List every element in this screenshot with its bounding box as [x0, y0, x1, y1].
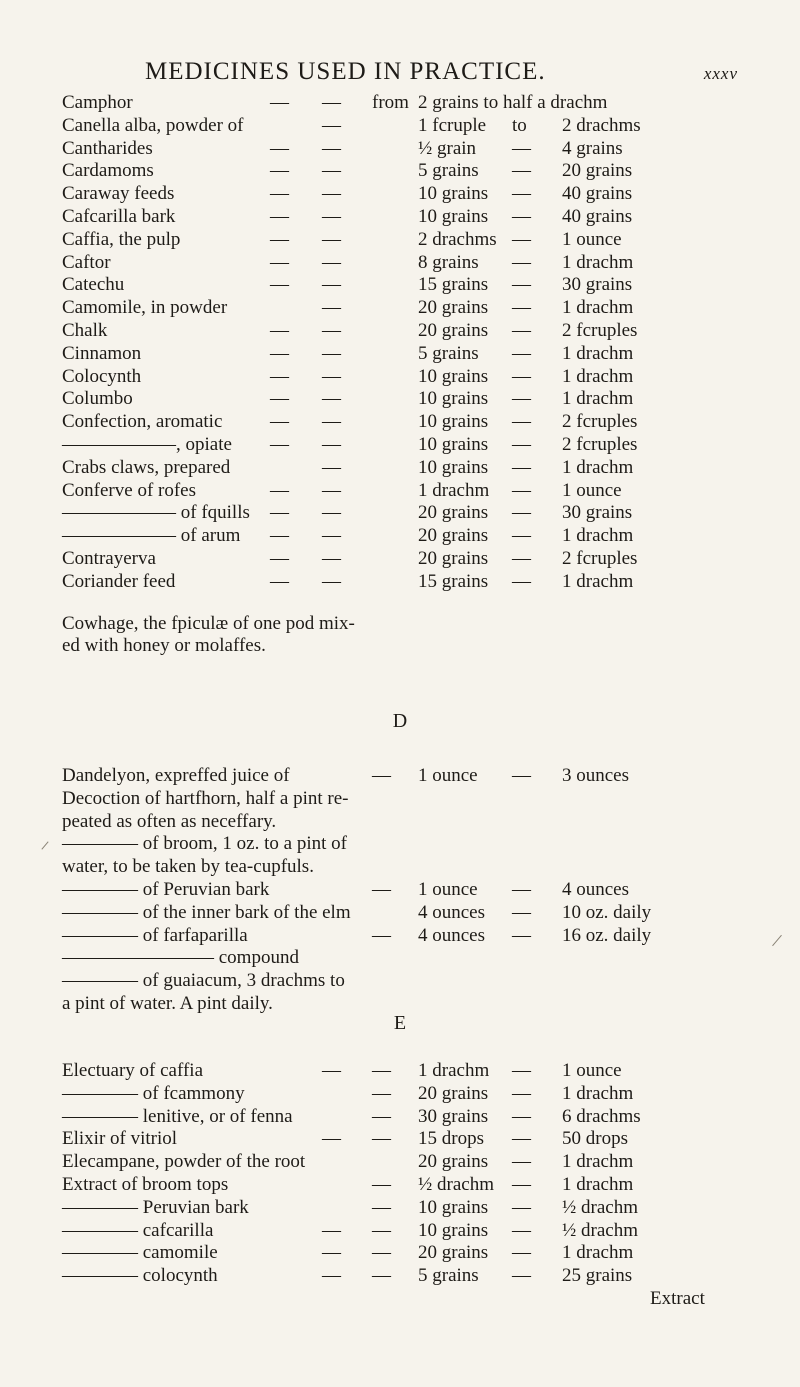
leader-dash: —: [270, 92, 289, 113]
drug-name: Coriander feed: [62, 570, 176, 592]
dose-min: 10 grains: [418, 388, 489, 410]
table-row: [0, 366, 800, 388]
leader-dash: —: [322, 92, 341, 113]
dose-separator: —: [512, 1174, 531, 1195]
leader-dash: —: [270, 525, 289, 547]
drug-name: ———— lenitive, or of fenna: [62, 1105, 293, 1127]
dose-min: 1 drachm: [418, 479, 490, 501]
table-row: [0, 320, 800, 342]
leader-dash: —: [270, 502, 289, 524]
dose-min: 10 grains: [418, 456, 489, 478]
dose-separator: —: [512, 320, 531, 341]
dose-separator: —: [512, 183, 531, 205]
cowhage-line-2: ed with honey or molaffes.: [62, 635, 266, 656]
table-row: [0, 206, 800, 228]
entry-text: ———————— compound: [62, 947, 299, 969]
table-row: [0, 115, 800, 137]
drug-name: Elecampane, powder of the root: [62, 1151, 306, 1173]
entry-text: ———— of broom, 1 oz. to a pint of: [62, 833, 347, 855]
dose-separator: —: [512, 1219, 531, 1241]
drug-name: Cinnamon: [62, 342, 142, 364]
drug-name: Caffia, the pulp: [62, 228, 181, 250]
leader-dash: —: [322, 1060, 341, 1081]
dose-min: 20 grains: [418, 320, 489, 341]
drug-name: ———— of fcammony: [62, 1082, 245, 1104]
drug-name: —————— of fquills: [62, 502, 250, 524]
dose-max: 30 grains: [562, 502, 633, 524]
table-row: [0, 856, 800, 878]
dose-max: 25 grains: [562, 1265, 633, 1287]
dose-min: 1 ounce: [418, 879, 478, 900]
drug-name: Camphor: [62, 92, 133, 113]
dose-max: 3 ounces: [562, 765, 630, 786]
table-row: [0, 252, 800, 274]
leader-dash: —: [270, 137, 289, 159]
leader-dash: —: [372, 1265, 391, 1287]
dose-max: 2 fcruples: [562, 434, 638, 455]
dose-min: 4 ounces: [418, 901, 486, 923]
leader-dash: —: [322, 1128, 341, 1150]
dose-max: 4 ounces: [562, 879, 630, 900]
drug-name: Confection, aromatic: [62, 411, 223, 433]
entry-text: Decoction of hartfhorn, half a pint re-: [62, 787, 349, 809]
dose-separator: —: [512, 137, 531, 159]
dose-max: 1 drachm: [562, 456, 634, 478]
page-number: xxxv: [703, 64, 738, 83]
dose-max: 50 drops: [562, 1128, 628, 1150]
dose-min: 2 grains to half a drachm: [418, 92, 608, 113]
page-title: MEDICINES USED IN PRACTICE.: [145, 58, 546, 85]
entry-text: water, to be taken by tea-cupfuls.: [62, 856, 314, 878]
dose-max: 1 drachm: [562, 251, 634, 273]
drug-name: Contrayerva: [62, 548, 156, 569]
table-row: [0, 548, 800, 570]
dose-separator: to: [512, 114, 527, 136]
section-e-heading: E: [393, 1012, 407, 1034]
dose-min: 10 grains: [418, 365, 489, 387]
dose-separator: —: [512, 251, 531, 273]
dose-separator: —: [512, 1265, 531, 1287]
leader-dash: —: [270, 388, 289, 410]
table-row: [0, 343, 800, 365]
dose-separator: —: [512, 228, 531, 250]
dose-separator: —: [512, 1082, 531, 1104]
dose-separator: —: [512, 342, 531, 364]
drug-name: Chalk: [62, 320, 108, 341]
dose-min: 5 grains: [418, 342, 479, 364]
drug-name: Canella alba, powder of: [62, 114, 244, 136]
table-row: [0, 411, 800, 433]
drug-name: Extract of broom tops: [62, 1174, 229, 1195]
dose-max: 1 drachm: [562, 525, 634, 547]
leader-dash: —: [322, 160, 341, 182]
leader-dash: —: [322, 342, 341, 364]
dose-min: 4 ounces: [418, 924, 486, 946]
leader-dash: —: [322, 251, 341, 273]
dose-max: 16 oz. daily: [562, 924, 652, 946]
dose-max: 10 oz. daily: [562, 901, 652, 923]
dose-min: 15 grains: [418, 570, 489, 592]
leader-dash: —: [322, 525, 341, 547]
dose-max: 6 drachms: [562, 1105, 641, 1127]
dose-min: 1 ounce: [418, 765, 478, 786]
leader-dash: —: [372, 879, 391, 900]
entry-text: ———— of guaiacum, 3 drachms to: [62, 970, 345, 992]
leader-dash: —: [270, 479, 289, 501]
leader-dash: —: [270, 183, 289, 205]
dose-max: 1 drachm: [562, 365, 634, 387]
table-row: [0, 925, 800, 947]
leader-dash: —: [372, 1128, 391, 1150]
table-row: [0, 388, 800, 410]
dose-max: 1 drachm: [562, 388, 634, 410]
drug-name: Cantharides: [62, 137, 153, 159]
dose-min: 15 drops: [418, 1128, 484, 1150]
dose-max: 20 grains: [562, 160, 633, 182]
table-row: [0, 297, 800, 319]
dose-min: 1 fcruple: [418, 114, 487, 136]
dose-min: 5 grains: [418, 160, 479, 182]
dose-max: 1 ounce: [562, 1060, 622, 1081]
dose-separator: —: [512, 1128, 531, 1150]
dose-max: ½ drachm: [562, 1196, 638, 1218]
leader-dash: —: [322, 206, 341, 227]
drug-name: Caftor: [62, 251, 111, 273]
dose-separator: —: [512, 901, 531, 923]
drug-name: Crabs claws, prepared: [62, 456, 231, 478]
leader-dash: —: [372, 765, 391, 786]
dose-separator: —: [512, 1151, 531, 1173]
leader-dash: —: [270, 320, 289, 341]
running-header: [0, 58, 800, 92]
leader-dash: —: [322, 479, 341, 501]
drug-name: ———— Peruvian bark: [62, 1196, 249, 1218]
dose-min: 20 grains: [418, 1242, 489, 1264]
table-row: [0, 788, 800, 810]
drug-name: Catechu: [62, 274, 125, 296]
leader-dash: —: [322, 548, 341, 569]
leader-dash: —: [270, 570, 289, 592]
table-row: [0, 1151, 800, 1173]
drug-name: ——————, opiate: [62, 434, 232, 455]
dose-min: 20 grains: [418, 525, 489, 547]
table-row: [0, 274, 800, 296]
dose-max: 2 fcruples: [562, 411, 638, 433]
leader-dash: —: [270, 342, 289, 364]
drug-name: Cafcarilla bark: [62, 206, 176, 227]
leader-dash: —: [372, 1174, 391, 1195]
dose-min: 20 grains: [418, 1082, 489, 1104]
dose-separator: —: [512, 502, 531, 524]
dose-max: 1 drachm: [562, 1082, 634, 1104]
dose-separator: —: [512, 411, 531, 433]
dose-separator: —: [512, 160, 531, 182]
leader-dash: —: [322, 1242, 341, 1264]
dose-separator: —: [512, 479, 531, 501]
dose-separator: —: [512, 1105, 531, 1127]
dose-max: ½ drachm: [562, 1219, 638, 1241]
dose-max: 1 ounce: [562, 479, 622, 501]
table-row: [0, 502, 800, 524]
section-d-heading: D: [392, 710, 408, 732]
leader-dash: —: [322, 1265, 341, 1287]
dose-min: 1 drachm: [418, 1060, 490, 1081]
dose-max: 40 grains: [562, 206, 633, 227]
dose-separator: —: [512, 525, 531, 547]
drug-name: —————— of arum: [62, 525, 241, 547]
cowhage-line-1: Cowhage, the fpiculæ of one pod mix-: [62, 613, 355, 634]
dose-max: 1 drachm: [562, 1151, 634, 1173]
leader-dash: —: [322, 183, 341, 205]
leader-dash: —: [322, 365, 341, 387]
dose-max: 4 grains: [562, 137, 623, 159]
table-row: [0, 879, 800, 901]
dose-min: 10 grains: [418, 411, 489, 433]
table-row: [0, 229, 800, 251]
table-row: [0, 1242, 800, 1264]
drug-name: ———— colocynth: [62, 1265, 218, 1287]
dose-min: 10 grains: [418, 183, 489, 205]
leader-dash: —: [372, 1219, 391, 1241]
drug-name: Conferve of rofes: [62, 479, 197, 501]
table-row: [0, 1060, 800, 1082]
entry-text: ———— of the inner bark of the elm: [62, 901, 351, 923]
leader-dash: —: [322, 320, 341, 341]
leader-dash: —: [270, 251, 289, 273]
leader-dash: —: [322, 456, 341, 478]
leader-dash: —: [270, 434, 289, 455]
leader-dash: —: [322, 1219, 341, 1241]
dose-separator: —: [512, 456, 531, 478]
table-row: [0, 92, 800, 114]
table-row: [0, 902, 800, 924]
leader-dash: —: [322, 137, 341, 159]
table-row: [0, 138, 800, 160]
entry-text: Dandelyon, expreffed juice of: [62, 765, 290, 786]
dose-min: 2 drachms: [418, 228, 497, 250]
table-row: [0, 1128, 800, 1150]
from-label: from: [372, 92, 409, 113]
drug-name: Camomile, in powder: [62, 297, 228, 319]
drug-name: Colocynth: [62, 365, 142, 387]
drug-name: Columbo: [62, 388, 133, 410]
table-row: [0, 1174, 800, 1196]
dose-min: 8 grains: [418, 251, 479, 273]
leader-dash: —: [372, 924, 391, 946]
table-row: [0, 1265, 800, 1287]
drug-name: Caraway feeds: [62, 183, 175, 205]
table-row: [0, 457, 800, 479]
dose-separator: —: [512, 1196, 531, 1218]
dose-separator: —: [512, 365, 531, 387]
dose-separator: —: [512, 924, 531, 946]
entry-text: ———— of farfaparilla: [62, 924, 248, 946]
dose-min: 10 grains: [418, 206, 489, 227]
drug-name: ———— camomile: [62, 1242, 218, 1264]
dose-min: 15 grains: [418, 274, 489, 296]
table-row: [0, 833, 800, 855]
leader-dash: —: [270, 274, 289, 296]
drug-name: Elixir of vitriol: [62, 1128, 178, 1150]
entry-text: ———— of Peruvian bark: [62, 879, 270, 900]
leader-dash: —: [270, 548, 289, 569]
leader-dash: —: [270, 411, 289, 433]
dose-separator: —: [512, 388, 531, 410]
leader-dash: —: [322, 274, 341, 296]
dose-max: 1 drachm: [562, 342, 634, 364]
leader-dash: —: [372, 1060, 391, 1081]
dose-min: 20 grains: [418, 1151, 489, 1173]
dose-separator: —: [512, 570, 531, 592]
dose-max: 40 grains: [562, 183, 633, 205]
dose-min: 10 grains: [418, 1219, 489, 1241]
dose-max: 2 fcruples: [562, 548, 638, 569]
dose-min: 20 grains: [418, 548, 489, 569]
catchword: Extract: [650, 1288, 705, 1309]
leader-dash: —: [322, 114, 341, 136]
leader-dash: —: [322, 228, 341, 250]
table-row: [0, 1083, 800, 1105]
dose-max: 30 grains: [562, 274, 633, 296]
leader-dash: —: [322, 434, 341, 455]
dose-min: 10 grains: [418, 434, 489, 455]
drug-name: ———— cafcarilla: [62, 1219, 214, 1241]
table-row: [0, 571, 800, 593]
table-row: [0, 1197, 800, 1219]
table-row: [0, 183, 800, 205]
table-row: [0, 160, 800, 182]
table-row: [0, 765, 800, 787]
leader-dash: —: [372, 1242, 391, 1264]
dose-max: 2 drachms: [562, 114, 641, 136]
dose-max: 1 ounce: [562, 228, 622, 250]
table-row: [0, 525, 800, 547]
leader-dash: —: [372, 1196, 391, 1218]
dose-max: 1 drachm: [562, 1174, 634, 1195]
dose-separator: —: [512, 206, 531, 227]
dose-min: ½ grain: [418, 137, 477, 159]
dose-min: 10 grains: [418, 1196, 489, 1218]
table-row: [0, 1220, 800, 1242]
leader-dash: —: [322, 570, 341, 592]
dose-max: 2 fcruples: [562, 320, 638, 341]
leader-dash: —: [270, 365, 289, 387]
leader-dash: —: [270, 228, 289, 250]
dose-max: 1 drachm: [562, 1242, 634, 1264]
leader-dash: —: [322, 502, 341, 524]
dose-min: 20 grains: [418, 297, 489, 319]
table-row: [0, 1106, 800, 1128]
entry-text: a pint of water. A pint daily.: [62, 993, 273, 1014]
leader-dash: —: [322, 388, 341, 410]
dose-separator: —: [512, 1060, 531, 1081]
table-row: [0, 947, 800, 969]
dose-min: 30 grains: [418, 1105, 489, 1127]
dose-min: 20 grains: [418, 502, 489, 524]
dose-separator: —: [512, 765, 531, 786]
table-row: [0, 970, 800, 992]
dose-max: 1 drachm: [562, 297, 634, 319]
leader-dash: —: [372, 1105, 391, 1127]
table-row: [0, 434, 800, 456]
dose-min: 5 grains: [418, 1265, 479, 1287]
entry-text: peated as often as neceffary.: [62, 810, 277, 832]
leader-dash: —: [372, 1082, 391, 1104]
dose-separator: —: [512, 879, 531, 900]
drug-name: Electuary of caffia: [62, 1060, 204, 1081]
dose-separator: —: [512, 297, 531, 319]
dose-separator: —: [512, 274, 531, 296]
leader-dash: —: [322, 411, 341, 433]
dose-max: 1 drachm: [562, 570, 634, 592]
leader-dash: —: [270, 206, 289, 227]
leader-dash: —: [322, 297, 341, 319]
dose-min: ½ drachm: [418, 1174, 494, 1195]
table-row: [0, 480, 800, 502]
dose-separator: —: [512, 434, 531, 455]
dose-separator: —: [512, 1242, 531, 1264]
table-row: [0, 811, 800, 833]
dose-separator: —: [512, 548, 531, 569]
drug-name: Cardamoms: [62, 160, 154, 182]
leader-dash: —: [270, 160, 289, 182]
